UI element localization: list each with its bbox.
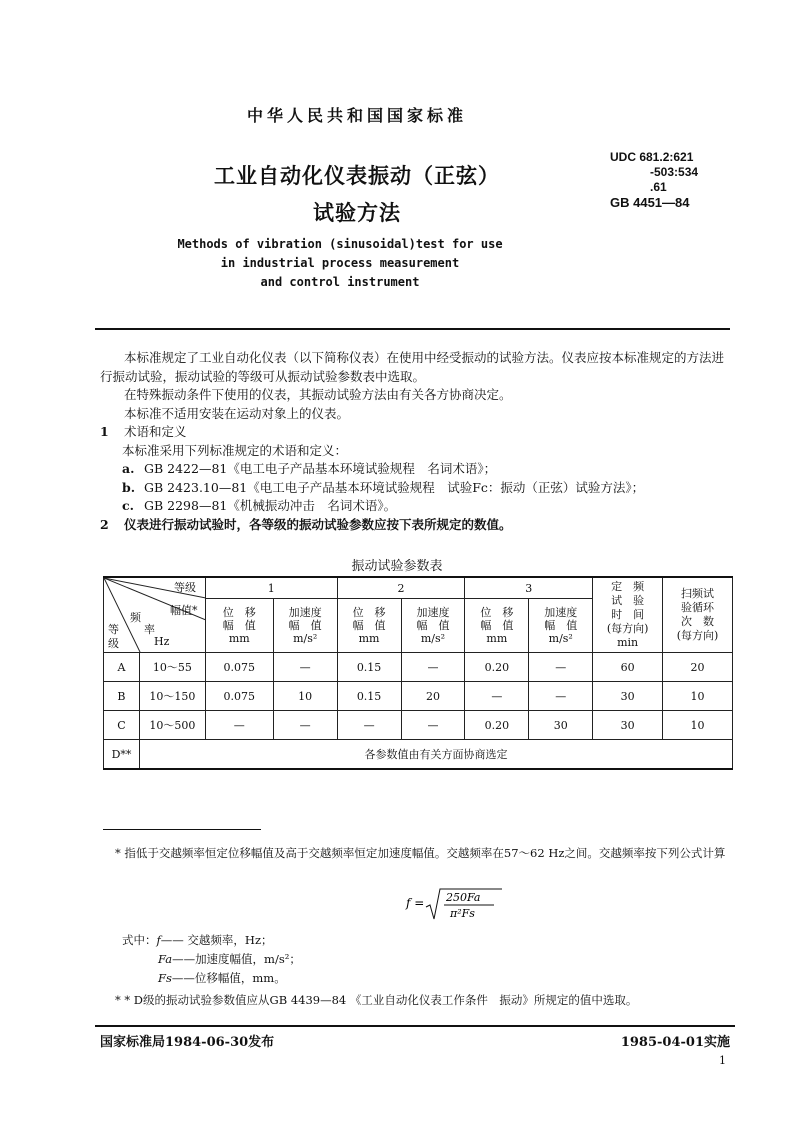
table-cell: 0.15 [337, 682, 401, 711]
udc-line: .61 [650, 180, 667, 194]
grade-2-header: 2 [337, 577, 465, 599]
footnote-divider [103, 829, 261, 830]
header-divider [95, 328, 730, 330]
legend-var: Fs [158, 971, 172, 985]
corner-hz-label: Hz [154, 635, 170, 648]
implementation-date: 1985-04-01实施 [620, 1035, 730, 1050]
corner-level-label: 等 [108, 623, 119, 636]
grade-1-header: 1 [205, 577, 337, 599]
legend-line [122, 931, 301, 950]
level-cell: A [104, 653, 140, 682]
reference-item [100, 460, 730, 479]
reference-text: GB 2423.10—81《电工电子产品基本环境试验规程 试验Fc：振动（正弦）试验方法》； [144, 479, 645, 495]
legend-where: 式中： [122, 933, 157, 947]
footnote-crossover: * 指低于交越频率恒定位移幅值及高于交越频率恒定加速度幅值。交越频率在57～62 Hz之间。交越频率按下列公式计算 [115, 846, 726, 860]
reference-text: GB 2298—81《机械振动冲击 名词术语》。 [144, 498, 397, 513]
document-title-line2: 试验方法 [313, 200, 401, 225]
formula-legend [122, 931, 301, 988]
reference-item [100, 479, 730, 498]
displacement-header: 位 移 幅 值 mm [337, 599, 401, 653]
legend-var: Fa [158, 952, 173, 966]
section-number: 2 [100, 516, 109, 532]
table-corner-header [104, 577, 206, 653]
table-cell: — [337, 711, 401, 740]
formula-lhs: f = [406, 896, 425, 910]
national-standard-label: 中华人民共和国国家标准 [246, 106, 467, 125]
frequency-cell: 10～150 [139, 682, 205, 711]
table-cell: — [465, 682, 529, 711]
udc-line: UDC 681.2:621 [610, 150, 694, 164]
vibration-parameter-table [103, 576, 733, 770]
table-row [104, 682, 733, 711]
legend-line [122, 950, 301, 969]
legend-desc: ——加速度幅值，m/s²； [172, 952, 301, 966]
document-body [100, 349, 730, 534]
section-number: 1 [100, 424, 109, 439]
reference-letter: b. [122, 479, 136, 495]
reference-item [100, 497, 730, 516]
displacement-header: 位 移 幅 值 mm [465, 599, 529, 653]
table-row [104, 653, 733, 682]
section-heading [100, 423, 730, 442]
table-cell: 10 [273, 682, 337, 711]
corner-frequency-label: 频 [130, 611, 141, 624]
table-cell: 0.20 [465, 653, 529, 682]
table-cell: — [529, 682, 593, 711]
gb-code: GB 4451—84 [610, 195, 690, 210]
table-cell: 10 [663, 682, 733, 711]
document-title: 工业自动化仪表振动（正弦） [214, 163, 500, 188]
intro-paragraph: 在特殊振动条件下使用的仪表，其振动试验方法由有关各方协商决定。 [124, 387, 512, 402]
table-cell: 30 [593, 682, 663, 711]
section-title: 术语和定义 [124, 424, 187, 439]
english-title [0, 235, 680, 292]
intro-paragraph: 本标准不适用安装在运动对象上的仪表。 [124, 405, 350, 421]
reference-text: GB 2422—81《电工电子产品基本环境试验规程 名词术语》； [144, 461, 497, 476]
formula-numerator: 250Fa [446, 891, 481, 904]
acceleration-header: 加速度 幅 值 m/s² [273, 599, 337, 653]
acceleration-header: 加速度 幅 值 m/s² [401, 599, 465, 653]
table-cell: 20 [663, 653, 733, 682]
table-cell: 0.075 [205, 653, 273, 682]
table-row [104, 711, 733, 740]
section-heading [100, 516, 730, 535]
frequency-cell: 10～500 [139, 711, 205, 740]
formula-denominator: π²Fs [450, 907, 475, 920]
table-cell: — [273, 711, 337, 740]
frequency-cell: 10～55 [139, 653, 205, 682]
acceleration-header: 加速度 幅 值 m/s² [529, 599, 593, 653]
corner-frequency-label: 率 [144, 623, 155, 636]
english-title-line: and control instrument [260, 275, 420, 289]
intro-paragraph: 本标准规定了工业自动化仪表（以下简称仪表）在使用中经受振动的试验方法。仪表应按本标准规定的方法进行振动试验，振动试验的等级可从振动试验参数表中选取。 [100, 350, 725, 384]
page-number: 1 [719, 1054, 726, 1067]
formula-graphic [402, 885, 512, 925]
table-cell: — [401, 711, 465, 740]
udc-classification [610, 150, 698, 210]
sweep-cycles-header: 扫频试 验循环 次 数 (每方向) [663, 577, 733, 653]
table-cell: 60 [593, 653, 663, 682]
reference-letter: a. [122, 461, 135, 476]
section-text: 仪表进行振动试验时，各等级的振动试验参数应按下表所规定的数值。 [124, 516, 512, 532]
level-cell: B [104, 682, 140, 711]
table-cell: 20 [401, 682, 465, 711]
table-cell: 0.20 [465, 711, 529, 740]
reference-letter: c. [122, 498, 134, 513]
table-caption: 振动试验参数表 [351, 559, 443, 574]
table-cell: — [205, 711, 273, 740]
legend-line [122, 969, 301, 988]
udc-line: -503:534 [650, 165, 699, 179]
footer-divider [95, 1025, 735, 1027]
level-cell: C [104, 711, 140, 740]
grade-3-header: 3 [465, 577, 593, 599]
footnote-level-d: * * D级的振动试验参数值应从GB 4439—84 《工业自动化仪表工作条件 振动》所规定的值中选取。 [115, 993, 638, 1007]
section-text: 本标准采用下列标准规定的术语和定义： [122, 442, 348, 458]
table-row [104, 740, 733, 770]
level-cell: D** [104, 740, 140, 770]
english-title-line: in industrial process measurement [220, 256, 460, 270]
fixed-frequency-time-header: 定 频 试 验 时 间 (每方向) min [593, 577, 663, 653]
english-title-line: Methods of vibration (sinusoidal)test for use [177, 237, 503, 251]
table-cell: 30 [529, 711, 593, 740]
corner-level-label: 级 [108, 637, 119, 650]
table-cell: 10 [663, 711, 733, 740]
negotiated-values-cell: 各参数值由有关方面协商选定 [139, 740, 732, 770]
table-cell: 0.15 [337, 653, 401, 682]
table-cell: — [401, 653, 465, 682]
publication-date: 国家标准局1984-06-30发布 [100, 1035, 275, 1050]
legend-desc: —— 交越频率，Hz； [160, 933, 273, 947]
corner-grade-label: 等级 [174, 581, 196, 594]
table-cell: 30 [593, 711, 663, 740]
displacement-header: 位 移 幅 值 mm [205, 599, 273, 653]
legend-desc: ——位移幅值，mm。 [171, 971, 286, 985]
crossover-formula [0, 885, 794, 925]
table-cell: — [273, 653, 337, 682]
corner-amplitude-label: 幅值* [170, 604, 198, 617]
table-cell: 0.075 [205, 682, 273, 711]
legend-var: f [156, 933, 161, 947]
table-cell: — [529, 653, 593, 682]
